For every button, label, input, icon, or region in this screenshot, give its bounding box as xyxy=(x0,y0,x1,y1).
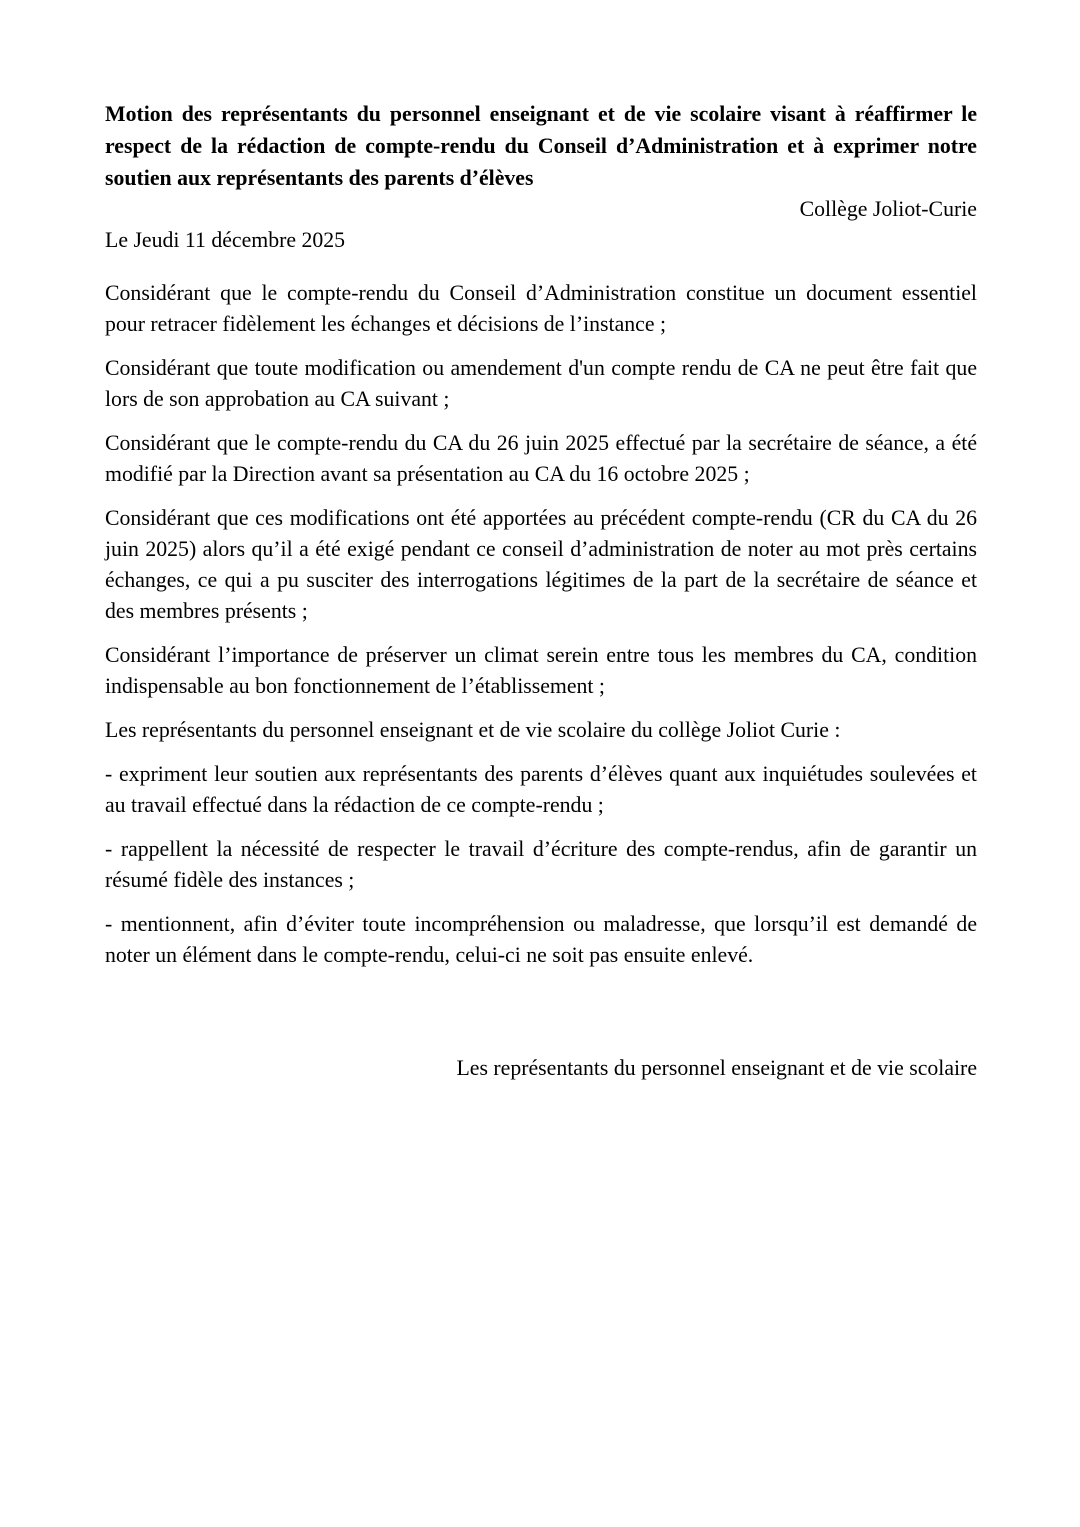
document-date: Le Jeudi 11 décembre 2025 xyxy=(105,228,346,252)
bullet-item-1: - expriment leur soutien aux représentants des parents d’élèves quant aux inquiétudes soulevées et au travail effectué dans la rédaction de ce compte-rendu ; xyxy=(105,762,977,817)
paragraph-considerant-3: Considérant que le compte-rendu du CA du 26 juin 2025 effectué par la secrétaire de séance, a été modifié par la Direction avant sa présentation au CA du 16 octobre 2025 ; xyxy=(105,431,977,486)
bullet-item-2: - rappellent la nécessité de respecter le travail d’écriture des compte-rendus, afin de garantir un résumé fidèle des instances ; xyxy=(105,837,977,892)
bullet-item-3: - mentionnent, afin d’éviter toute incompréhension ou maladresse, que lorsqu’il est demandé de noter un élément dans le compte-rendu, celui-ci ne soit pas ensuite enlevé. xyxy=(105,912,977,967)
intro-line: Les représentants du personnel enseignant et de vie scolaire du collège Joliot Curie : xyxy=(105,718,841,742)
paragraph-considerant-4: Considérant que ces modifications ont été apportées au précédent compte-rendu (CR du CA du 26 juin 2025) alors qu’il a été exigé pendant ce conseil d’administration de noter au mot près certains échanges, ce qui a pu susciter des interrogations légitimes de la part de la secrétaire de séance et des membres présents ; xyxy=(105,506,977,623)
paragraph-considerant-2: Considérant que toute modification ou amendement d'un compte rendu de CA ne peut être fait que lors de son approbation au CA suivant ; xyxy=(105,356,977,411)
paragraph-considerant-1: Considérant que le compte-rendu du Conseil d’Administration constitue un document essentiel pour retracer fidèlement les échanges et décisions de l’instance ; xyxy=(105,281,977,336)
document-title: Motion des représentants du personnel enseignant et de vie scolaire visant à réaffirmer le respect de la rédaction de compte-rendu du Conseil d’Administration et à exprimer notre soutien aux représentants des parents d’élèves xyxy=(105,102,977,190)
paragraph-considerant-5: Considérant l’importance de préserver un climat serein entre tous les membres du CA, condition indispensable au bon fonctionnement de l’établissement ; xyxy=(105,643,977,698)
signature-line: Les représentants du personnel enseignant et de vie scolaire xyxy=(456,1056,977,1080)
school-name: Collège Joliot-Curie xyxy=(799,197,977,221)
document-content xyxy=(105,98,977,1084)
